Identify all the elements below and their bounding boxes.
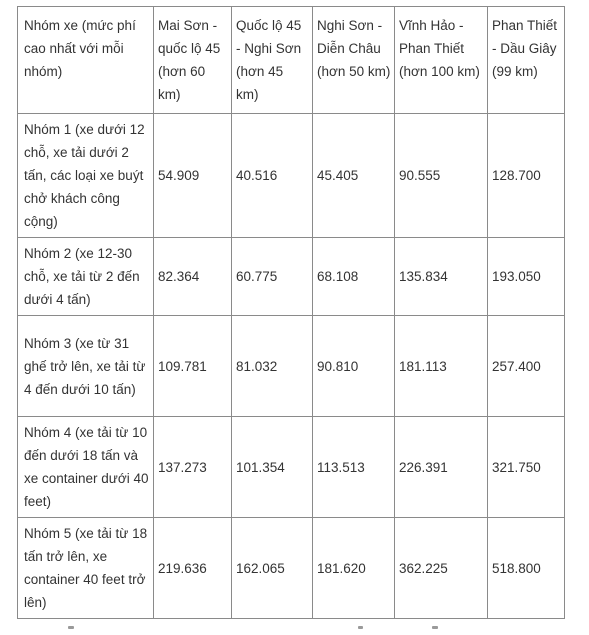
header-route-nghi-son-dien-chau: Nghi Sơn - Diễn Châu (hơn 50 km) bbox=[313, 7, 395, 114]
row-fee-cell: 193.050 bbox=[488, 238, 565, 316]
header-route-vinh-hao-phan-thiet: Vĩnh Hảo - Phan Thiết (hơn 100 km) bbox=[395, 7, 488, 114]
row-fee-cell: 321.750 bbox=[488, 417, 565, 518]
table-row bbox=[18, 518, 565, 619]
row-fee-cell: 181.620 bbox=[313, 518, 395, 619]
row-group-label: Nhóm 3 (xe từ 31 ghế trở lên, xe tải từ 4 đến dưới 10 tấn) bbox=[18, 316, 154, 417]
row-fee-cell: 219.636 bbox=[154, 518, 232, 619]
row-fee-cell: 54.909 bbox=[154, 114, 232, 238]
table-row bbox=[18, 316, 565, 417]
header-route-phan-thiet-dau-giay: Phan Thiết - Dầu Giây (99 km) bbox=[488, 7, 565, 114]
toll-fee-table bbox=[17, 6, 565, 619]
row-fee-cell: 518.800 bbox=[488, 518, 565, 619]
row-fee-cell: 45.405 bbox=[313, 114, 395, 238]
row-fee-cell: 181.113 bbox=[395, 316, 488, 417]
row-fee-cell: 90.810 bbox=[313, 316, 395, 417]
row-fee-cell: 81.032 bbox=[232, 316, 313, 417]
cropped-next-line bbox=[0, 626, 589, 635]
row-fee-cell: 68.108 bbox=[313, 238, 395, 316]
row-group-label: Nhóm 1 (xe dưới 12 chỗ, xe tải dưới 2 tấn, các loại xe buýt chở khách công cộng) bbox=[18, 114, 154, 238]
header-route-mai-son-ql45: Mai Sơn - quốc lộ 45 (hơn 60 km) bbox=[154, 7, 232, 114]
row-group-label: Nhóm 5 (xe tải từ 18 tấn trở lên, xe container 40 feet trở lên) bbox=[18, 518, 154, 619]
row-fee-cell: 40.516 bbox=[232, 114, 313, 238]
header-route-ql45-nghi-son: Quốc lộ 45 - Nghi Sơn (hơn 45 km) bbox=[232, 7, 313, 114]
table-row bbox=[18, 417, 565, 518]
table-row bbox=[18, 238, 565, 316]
row-fee-cell: 101.354 bbox=[232, 417, 313, 518]
row-fee-cell: 82.364 bbox=[154, 238, 232, 316]
row-fee-cell: 362.225 bbox=[395, 518, 488, 619]
row-fee-cell: 90.555 bbox=[395, 114, 488, 238]
row-fee-cell: 113.513 bbox=[313, 417, 395, 518]
row-fee-cell: 162.065 bbox=[232, 518, 313, 619]
header-vehicle-group: Nhóm xe (mức phí cao nhất với mỗi nhóm) bbox=[18, 7, 154, 114]
row-fee-cell: 128.700 bbox=[488, 114, 565, 238]
table-header-row bbox=[18, 7, 565, 114]
row-fee-cell: 135.834 bbox=[395, 238, 488, 316]
row-fee-cell: 60.775 bbox=[232, 238, 313, 316]
row-fee-cell: 257.400 bbox=[488, 316, 565, 417]
row-group-label: Nhóm 4 (xe tải từ 10 đến dưới 18 tấn và xe container dưới 40 feet) bbox=[18, 417, 154, 518]
row-fee-cell: 109.781 bbox=[154, 316, 232, 417]
row-fee-cell: 226.391 bbox=[395, 417, 488, 518]
row-group-label: Nhóm 2 (xe 12-30 chỗ, xe tải từ 2 đến dưới 4 tấn) bbox=[18, 238, 154, 316]
row-fee-cell: 137.273 bbox=[154, 417, 232, 518]
table-row bbox=[18, 114, 565, 238]
